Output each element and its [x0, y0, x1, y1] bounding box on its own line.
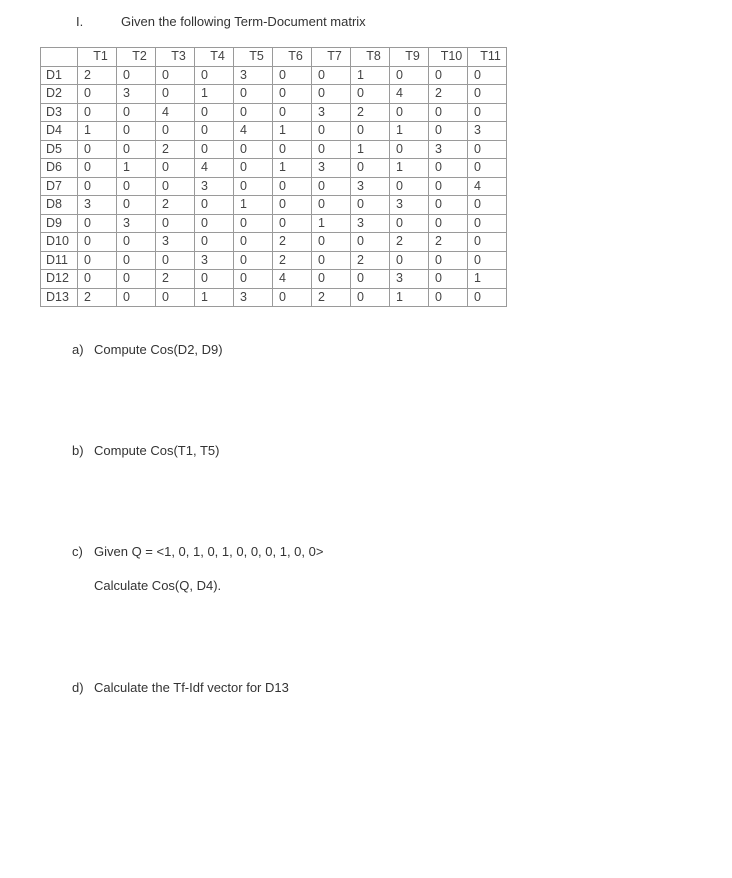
column-header-t5: T5 — [234, 48, 273, 67]
row-header: D8 — [41, 196, 78, 215]
matrix-cell: 0 — [195, 214, 234, 233]
matrix-cell: 3 — [195, 251, 234, 270]
matrix-cell: 2 — [156, 196, 195, 215]
row-header: D9 — [41, 214, 78, 233]
question-b-text: Compute Cos(T1, T5) — [94, 443, 220, 458]
matrix-cell: 2 — [429, 85, 468, 104]
matrix-cell: 0 — [78, 251, 117, 270]
matrix-cell: 2 — [351, 103, 390, 122]
matrix-cell: 3 — [234, 288, 273, 307]
question-b — [72, 443, 219, 458]
question-a-text: Compute Cos(D2, D9) — [94, 342, 223, 357]
matrix-cell: 0 — [117, 288, 156, 307]
matrix-cell: 0 — [234, 140, 273, 159]
row-header: D13 — [41, 288, 78, 307]
matrix-cell: 0 — [273, 214, 312, 233]
matrix-cell: 1 — [468, 270, 507, 289]
matrix-cell: 0 — [195, 196, 234, 215]
matrix-cell: 2 — [156, 270, 195, 289]
matrix-cell: 0 — [390, 214, 429, 233]
table-row — [41, 214, 507, 233]
matrix-cell: 0 — [351, 159, 390, 178]
matrix-cell: 0 — [273, 288, 312, 307]
matrix-cell: 0 — [117, 270, 156, 289]
matrix-cell: 0 — [78, 159, 117, 178]
matrix-cell: 0 — [429, 196, 468, 215]
matrix-cell: 0 — [312, 270, 351, 289]
matrix-cell: 1 — [273, 122, 312, 141]
table-row — [41, 66, 507, 85]
matrix-cell: 0 — [156, 85, 195, 104]
matrix-cell: 2 — [390, 233, 429, 252]
question-a-label: a) — [72, 342, 84, 357]
matrix-cell: 0 — [234, 177, 273, 196]
table-row — [41, 159, 507, 178]
table-row — [41, 288, 507, 307]
matrix-cell: 0 — [468, 196, 507, 215]
matrix-cell: 0 — [273, 140, 312, 159]
matrix-cell: 0 — [390, 251, 429, 270]
row-header: D2 — [41, 85, 78, 104]
column-header-t6: T6 — [273, 48, 312, 67]
matrix-cell: 4 — [156, 103, 195, 122]
matrix-cell: 0 — [234, 251, 273, 270]
section-heading — [76, 14, 366, 29]
matrix-cell: 0 — [78, 177, 117, 196]
matrix-cell: 2 — [273, 251, 312, 270]
matrix-cell: 3 — [351, 177, 390, 196]
matrix-cell: 0 — [429, 214, 468, 233]
question-b-label: b) — [72, 443, 84, 458]
matrix-cell: 0 — [78, 140, 117, 159]
matrix-cell: 0 — [468, 251, 507, 270]
matrix-cell: 2 — [273, 233, 312, 252]
column-header-t1: T1 — [78, 48, 117, 67]
matrix-cell: 0 — [390, 177, 429, 196]
row-header: D4 — [41, 122, 78, 141]
matrix-cell: 0 — [468, 214, 507, 233]
matrix-cell: 3 — [156, 233, 195, 252]
matrix-cell: 1 — [78, 122, 117, 141]
matrix-cell: 0 — [429, 66, 468, 85]
question-a — [72, 342, 223, 357]
matrix-cell: 1 — [390, 159, 429, 178]
matrix-cell: 0 — [78, 233, 117, 252]
matrix-cell: 0 — [312, 66, 351, 85]
matrix-cell: 4 — [273, 270, 312, 289]
matrix-cell: 0 — [234, 103, 273, 122]
matrix-cell: 2 — [429, 233, 468, 252]
question-c-text: Given Q = <1, 0, 1, 0, 1, 0, 0, 0, 1, 0, 0> — [94, 544, 324, 559]
matrix-cell: 0 — [117, 196, 156, 215]
matrix-cell: 3 — [195, 177, 234, 196]
matrix-cell: 0 — [390, 140, 429, 159]
matrix-cell: 0 — [312, 122, 351, 141]
matrix-header-row — [41, 48, 507, 67]
column-header-t4: T4 — [195, 48, 234, 67]
row-header: D7 — [41, 177, 78, 196]
matrix-cell: 3 — [117, 214, 156, 233]
table-row — [41, 233, 507, 252]
question-d-label: d) — [72, 680, 84, 695]
matrix-cell: 0 — [468, 85, 507, 104]
matrix-cell: 0 — [117, 103, 156, 122]
matrix-cell: 0 — [351, 270, 390, 289]
matrix-cell: 0 — [117, 177, 156, 196]
matrix-cell: 2 — [351, 251, 390, 270]
matrix-cell: 0 — [351, 233, 390, 252]
matrix-cell: 0 — [468, 233, 507, 252]
column-header-t10: T10 — [429, 48, 468, 67]
table-row — [41, 196, 507, 215]
matrix-cell: 0 — [312, 177, 351, 196]
column-header-t8: T8 — [351, 48, 390, 67]
matrix-cell: 0 — [195, 122, 234, 141]
matrix-cell: 0 — [429, 122, 468, 141]
matrix-cell: 1 — [273, 159, 312, 178]
matrix-cell: 4 — [468, 177, 507, 196]
matrix-cell: 3 — [390, 270, 429, 289]
matrix-cell: 0 — [273, 196, 312, 215]
matrix-cell: 0 — [312, 251, 351, 270]
matrix-cell: 0 — [156, 159, 195, 178]
matrix-cell: 0 — [312, 196, 351, 215]
matrix-cell: 2 — [156, 140, 195, 159]
matrix-cell: 0 — [390, 103, 429, 122]
matrix-cell: 2 — [78, 66, 117, 85]
matrix-cell: 1 — [390, 122, 429, 141]
table-row — [41, 177, 507, 196]
matrix-cell: 0 — [429, 288, 468, 307]
matrix-cell: 0 — [78, 103, 117, 122]
matrix-cell: 0 — [429, 103, 468, 122]
column-header-t3: T3 — [156, 48, 195, 67]
matrix-cell: 0 — [390, 66, 429, 85]
matrix-cell: 0 — [351, 196, 390, 215]
row-header: D11 — [41, 251, 78, 270]
matrix-cell: 0 — [429, 270, 468, 289]
matrix-cell: 0 — [78, 214, 117, 233]
column-header-t9: T9 — [390, 48, 429, 67]
matrix-cell: 0 — [156, 66, 195, 85]
matrix-cell: 0 — [117, 233, 156, 252]
matrix-cell: 3 — [117, 85, 156, 104]
column-header-t11: T11 — [468, 48, 507, 67]
matrix-cell: 4 — [234, 122, 273, 141]
matrix-cell: 0 — [351, 288, 390, 307]
matrix-cell: 1 — [351, 140, 390, 159]
row-header: D10 — [41, 233, 78, 252]
matrix-cell: 4 — [195, 159, 234, 178]
section-number: I. — [76, 14, 84, 29]
row-header: D5 — [41, 140, 78, 159]
row-header: D6 — [41, 159, 78, 178]
matrix-cell: 0 — [156, 177, 195, 196]
matrix-cell: 3 — [78, 196, 117, 215]
matrix-cell: 3 — [234, 66, 273, 85]
matrix-cell: 0 — [429, 251, 468, 270]
matrix-cell: 0 — [429, 177, 468, 196]
matrix-cell: 0 — [156, 122, 195, 141]
matrix-cell: 0 — [78, 85, 117, 104]
matrix-cell: 0 — [195, 233, 234, 252]
matrix-cell: 0 — [234, 233, 273, 252]
matrix-cell: 3 — [390, 196, 429, 215]
matrix-cell: 1 — [117, 159, 156, 178]
matrix-cell: 0 — [312, 85, 351, 104]
table-row — [41, 85, 507, 104]
matrix-cell: 0 — [195, 270, 234, 289]
matrix-cell: 0 — [195, 103, 234, 122]
matrix-cell: 0 — [468, 66, 507, 85]
question-c-subtext: Calculate Cos(Q, D4). — [94, 578, 222, 593]
row-header: D3 — [41, 103, 78, 122]
matrix-cell: 0 — [156, 251, 195, 270]
matrix-cell: 1 — [351, 66, 390, 85]
table-row — [41, 140, 507, 159]
column-header-t2: T2 — [117, 48, 156, 67]
matrix-cell: 3 — [468, 122, 507, 141]
term-document-matrix — [40, 47, 507, 307]
table-row — [41, 122, 507, 141]
matrix-cell: 0 — [234, 270, 273, 289]
matrix-corner-cell — [41, 48, 78, 67]
question-d — [72, 680, 289, 695]
matrix-cell: 0 — [468, 103, 507, 122]
matrix-cell: 2 — [312, 288, 351, 307]
matrix-cell: 0 — [195, 140, 234, 159]
row-header: D1 — [41, 66, 78, 85]
matrix-cell: 0 — [273, 66, 312, 85]
matrix-cell: 3 — [312, 103, 351, 122]
matrix-cell: 0 — [429, 159, 468, 178]
matrix-cell: 0 — [312, 233, 351, 252]
table-row — [41, 103, 507, 122]
row-header: D12 — [41, 270, 78, 289]
matrix-cell: 0 — [351, 122, 390, 141]
matrix-cell: 0 — [468, 140, 507, 159]
matrix-cell: 0 — [351, 85, 390, 104]
matrix-cell: 1 — [234, 196, 273, 215]
matrix-cell: 0 — [117, 140, 156, 159]
matrix-cell: 0 — [117, 251, 156, 270]
table-row — [41, 251, 507, 270]
matrix-cell: 0 — [273, 103, 312, 122]
matrix-cell: 0 — [273, 85, 312, 104]
matrix-cell: 3 — [351, 214, 390, 233]
matrix-cell: 2 — [78, 288, 117, 307]
question-c — [72, 544, 323, 559]
matrix-cell: 0 — [468, 288, 507, 307]
matrix-cell: 0 — [78, 270, 117, 289]
matrix-cell: 0 — [234, 214, 273, 233]
matrix-cell: 0 — [234, 159, 273, 178]
matrix-body — [41, 66, 507, 307]
matrix-cell: 0 — [195, 66, 234, 85]
section-heading-text: Given the following Term-Document matrix — [121, 14, 366, 29]
column-header-t7: T7 — [312, 48, 351, 67]
question-c-label: c) — [72, 544, 83, 559]
matrix-cell: 1 — [195, 85, 234, 104]
matrix-cell: 3 — [429, 140, 468, 159]
matrix-cell: 3 — [312, 159, 351, 178]
matrix-cell: 0 — [468, 159, 507, 178]
matrix-cell: 0 — [234, 85, 273, 104]
matrix-cell: 0 — [273, 177, 312, 196]
matrix-cell: 1 — [195, 288, 234, 307]
matrix-cell: 0 — [117, 122, 156, 141]
matrix-cell: 1 — [312, 214, 351, 233]
table-row — [41, 270, 507, 289]
question-d-text: Calculate the Tf-Idf vector for D13 — [94, 680, 289, 695]
matrix-cell: 1 — [390, 288, 429, 307]
matrix-cell: 4 — [390, 85, 429, 104]
matrix-cell: 0 — [156, 214, 195, 233]
matrix-cell: 0 — [312, 140, 351, 159]
matrix-cell: 0 — [156, 288, 195, 307]
matrix-cell: 0 — [117, 66, 156, 85]
